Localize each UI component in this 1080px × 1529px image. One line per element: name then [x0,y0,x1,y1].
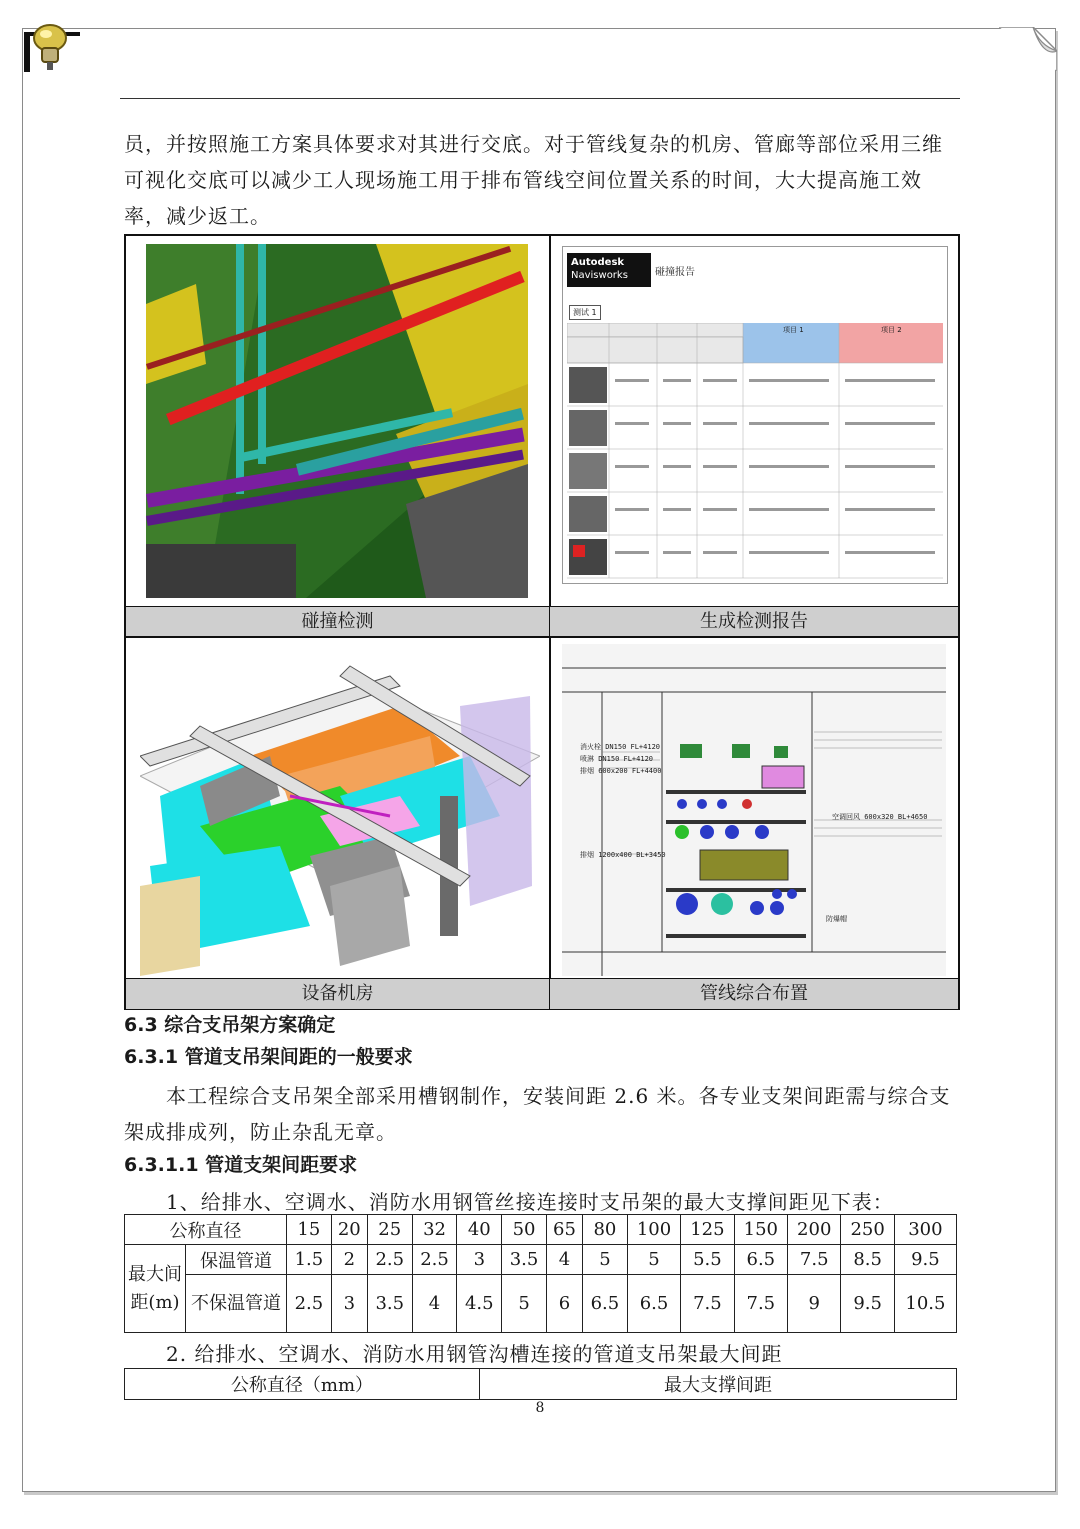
table-cell: 9.5 [841,1275,894,1333]
table-cell: 3 [457,1245,502,1275]
drawing-label: 排烟 1200x400 BL+3450 [580,851,666,859]
table-cell: 3.5 [502,1245,547,1275]
equipment-room-image [140,646,540,976]
report-brand: Autodesk [571,257,625,268]
table-cell: 7.5 [788,1245,841,1275]
caption-row [550,978,958,1009]
section-heading: 6.3 综合支吊架方案确定 [124,1014,336,1036]
table-cell: 7.5 [734,1275,787,1333]
table-cell: 20 [331,1215,367,1245]
groove-spacing-table [124,1368,957,1400]
caption-row [126,606,549,637]
table-row-label: 不保温管道 [186,1275,287,1333]
table-cell: 125 [681,1215,734,1245]
body-text: 本工程综合支吊架全部采用槽钢制作，安装间距 2.6 米。各专业支架间距需与综合支架成排成列，防止杂乱无章。 [124,1084,951,1144]
report-logo [567,253,651,287]
report-product: Navisworks [571,270,628,281]
body-text: 1、给排水、空调水、消防水用钢管丝接连接时支吊架的最大支撑间距见下表： [166,1190,894,1214]
table-cell: 15 [287,1215,332,1245]
clash-detection-image [146,244,528,598]
table-cell: 2.5 [367,1245,412,1275]
page-number: 8 [535,1400,545,1416]
drawing-label: 防爆帽 [826,915,847,923]
table-row [125,1275,957,1333]
table-row-label: 保温管道 [186,1245,287,1275]
table-cell: 5 [502,1275,547,1333]
table-cell: 2.5 [412,1245,457,1275]
body-paragraph: 员，并按照施工方案具体要求对其进行交底。对于管线复杂的机房、管廊等部位采用三维可视化交底可以减少工人现场施工用于排布管线空间位置关系的时间，大大提高施工效率，减少返工。 [124,132,943,228]
body-paragraph [124,1078,960,1150]
table-cell: 1.5 [287,1245,332,1275]
table-header-cell: 公称直径 [125,1215,287,1245]
drawing-label: 喷淋 DN150 FL+4120 [580,755,654,763]
table-cell: 2.5 [287,1275,332,1333]
table-row [125,1245,957,1275]
grid-divider [126,636,958,638]
table-cell: 9.5 [894,1245,956,1275]
table-header-cell: 最大支撑间距 [480,1369,957,1400]
table-cell: 40 [457,1215,502,1245]
table-cell: 5 [583,1245,628,1275]
table-cell: 150 [734,1215,787,1245]
drawing-label: 排烟 600x200 FL+4400 [580,767,662,775]
report-item1-label: 项目 1 [783,326,804,334]
table-cell: 7.5 [681,1275,734,1333]
figure-caption: 生成检测报告 [700,611,808,632]
table-cell: 25 [367,1215,412,1245]
caption-row [126,978,549,1009]
header-rule [120,98,960,99]
table-cell: 10.5 [894,1275,956,1333]
drawing-label: 消火栓 DN150 FL+4120 [580,743,661,751]
subsubsection-heading: 6.3.1.1 管道支架间距要求 [124,1154,358,1176]
report-item2-label: 项目 2 [881,326,902,334]
figure-grid [124,234,960,1010]
table-cell: 80 [583,1215,628,1245]
figure-caption: 碰撞检测 [301,611,374,632]
clash-report-image [562,246,948,584]
table-group-cell: 最大间距(m) [125,1245,186,1333]
table-cell: 6.5 [583,1275,628,1333]
table-cell: 65 [546,1215,582,1245]
table-cell: 3 [331,1275,367,1333]
table-cell: 4 [412,1275,457,1333]
table-cell: 4 [546,1245,582,1275]
table-cell: 50 [502,1215,547,1245]
caption-row [550,606,958,637]
figure-caption: 管线综合布置 [700,983,808,1004]
pipeline-layout-image [562,644,946,976]
report-title: 碰撞报告 [655,267,695,278]
table-cell: 32 [412,1215,457,1245]
table-cell: 4.5 [457,1275,502,1333]
body-text: 2. 给排水、空调水、消防水用钢管沟槽连接的管道支吊架最大间距 [166,1342,783,1366]
table-header-cell: 公称直径（mm） [125,1369,480,1400]
report-table-graphic [567,323,943,579]
report-test-label: 测试 1 [569,305,601,320]
figure-caption: 设备机房 [301,983,374,1004]
table-cell: 8.5 [841,1245,894,1275]
pushpin-icon [20,14,82,72]
table-cell: 3.5 [367,1275,412,1333]
table-cell: 100 [627,1215,680,1245]
table-cell: 5 [627,1245,680,1275]
spacing-table [124,1214,957,1333]
table-cell: 6.5 [627,1275,680,1333]
table-row [125,1215,957,1245]
table-cell: 250 [841,1215,894,1245]
page-curl-icon [999,27,1057,71]
table-cell: 6.5 [734,1245,787,1275]
body-paragraph [124,1336,960,1372]
table-cell: 2 [331,1245,367,1275]
table-cell: 300 [894,1215,956,1245]
table-cell: 6 [546,1275,582,1333]
table-cell: 9 [788,1275,841,1333]
table-cell: 200 [788,1215,841,1245]
subsection-heading: 6.3.1 管道支吊架间距的一般要求 [124,1046,413,1068]
table-cell: 5.5 [681,1245,734,1275]
table-row [125,1369,957,1400]
drawing-label: 空调回风 600x320 BL+4650 [832,813,928,821]
